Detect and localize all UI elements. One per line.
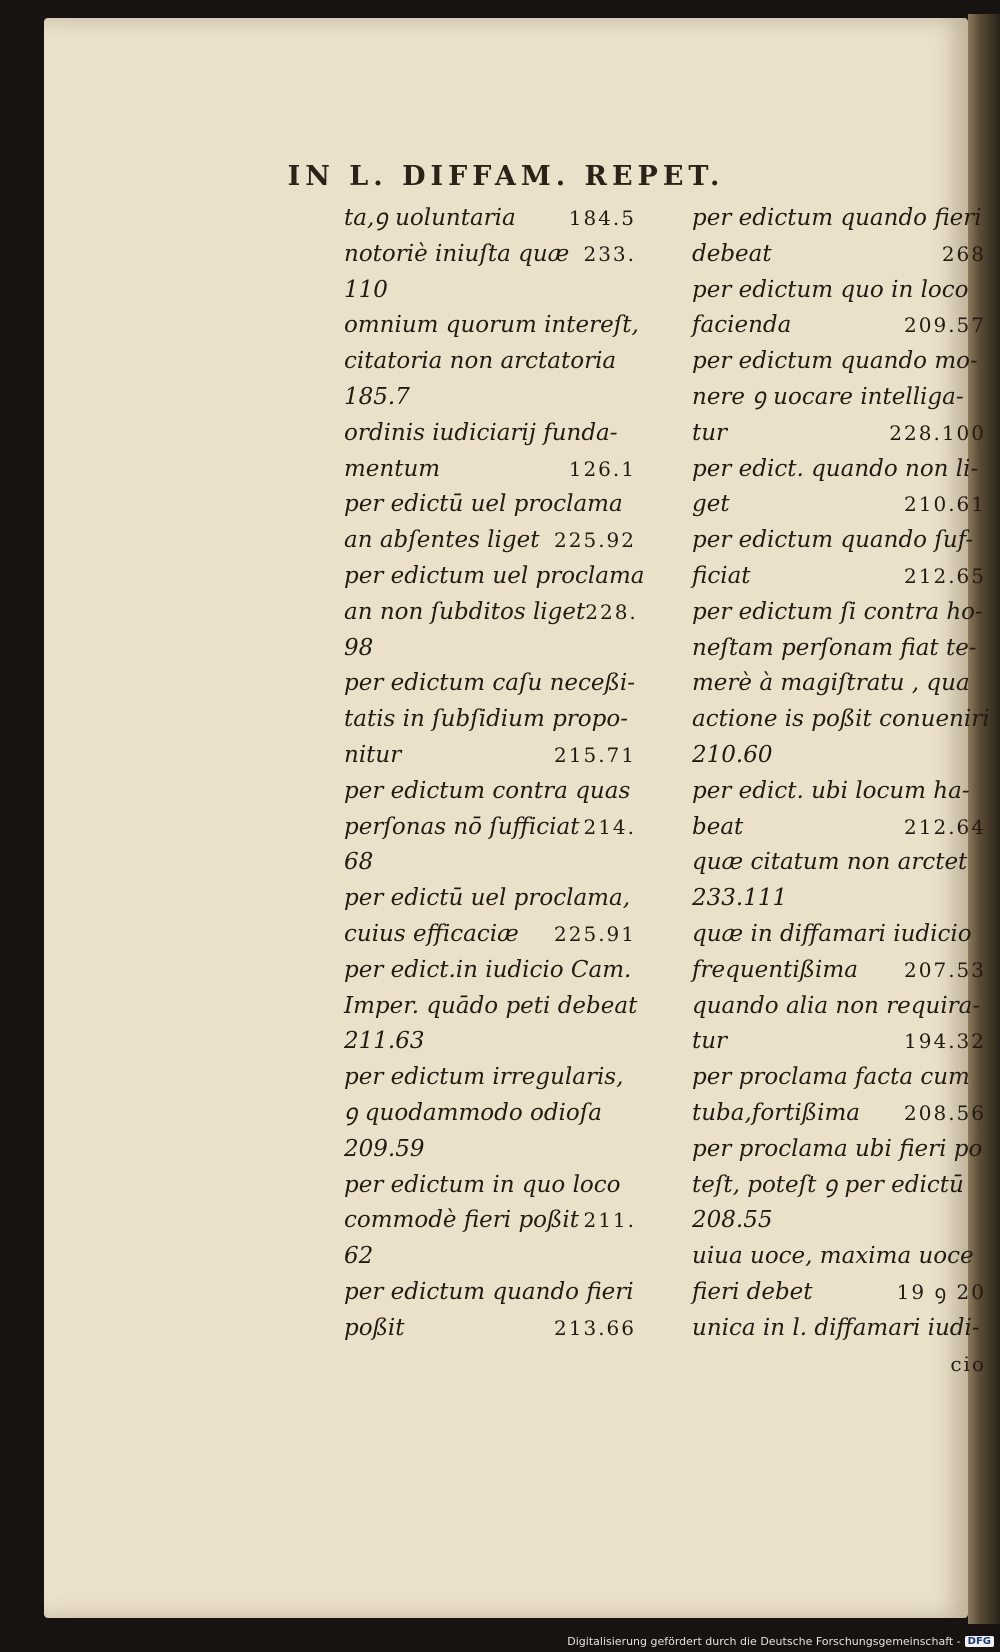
index-entry-text: ordinis iudiciarij funda-	[344, 419, 618, 446]
index-entry-text: per edict. ubi locum ha-	[692, 777, 970, 804]
index-line	[344, 989, 636, 1025]
index-line	[692, 1275, 986, 1311]
index-line	[692, 953, 986, 989]
index-entry-text: per edictum caſu neceßi-	[344, 670, 636, 697]
index-entry-text: unica in l. diffamari iudi-	[692, 1314, 980, 1341]
index-entry-text: an non ſubditos liget	[344, 598, 586, 625]
index-column-right	[692, 201, 990, 1382]
index-entry-text: beat	[692, 813, 744, 840]
index-entry-text: tuba,fortißima	[692, 1099, 860, 1126]
index-line	[344, 595, 636, 631]
book-page	[44, 18, 990, 1618]
index-line	[344, 631, 636, 667]
index-entry-reference: 212.64	[904, 814, 986, 839]
index-entry-text: per edictum ſi contra ho-	[692, 598, 983, 625]
index-entry-text: 210.60	[692, 741, 773, 768]
index-line	[344, 810, 636, 846]
index-entry-reference: 212.65	[904, 563, 986, 588]
index-entry-text: per edictum uel proclama	[344, 562, 645, 589]
index-line	[692, 738, 986, 774]
index-entry-text: neſtam perſonam fiat te-	[692, 634, 977, 661]
index-line	[692, 1168, 986, 1204]
index-entry-text: per edictum quando fieri	[344, 1278, 634, 1305]
index-line	[692, 344, 986, 380]
index-entry-reference: 214.	[583, 814, 636, 839]
index-line	[692, 380, 986, 416]
index-entry-text: facienda	[692, 312, 792, 339]
index-line	[692, 810, 986, 846]
index-entry-text: tur	[692, 419, 728, 446]
index-entry-text: debeat	[692, 240, 772, 267]
index-entry-text: poßit	[344, 1314, 405, 1341]
index-line	[344, 953, 636, 989]
index-line	[344, 1203, 636, 1239]
index-line	[344, 1275, 636, 1311]
index-line	[692, 308, 986, 344]
index-line	[692, 201, 986, 237]
index-line	[692, 487, 986, 523]
index-entry-reference: 210.61	[904, 492, 986, 517]
index-entry-text: ꝯ quodammodo odioſa	[344, 1099, 602, 1126]
index-entry-reference: 228.	[585, 599, 638, 624]
index-line	[344, 1096, 636, 1132]
index-line	[692, 1024, 986, 1060]
index-entry-text: actione is poßit conueniri	[692, 706, 990, 733]
dfg-logo: DFG	[965, 1636, 994, 1647]
index-entry-text: per edictum contra quas	[344, 777, 631, 804]
index-entry-text: per edictum quando fieri	[692, 205, 982, 231]
running-head: IN L. DIFFAM. REPET.	[287, 161, 725, 192]
index-line	[344, 738, 636, 774]
index-line	[692, 845, 986, 881]
index-entry-reference: 194.32	[904, 1029, 986, 1054]
index-entry-reference: 19 ꝯ 20	[896, 1279, 986, 1304]
index-line	[344, 1311, 636, 1347]
index-entry-text: citatoria non arctatoria	[344, 348, 617, 375]
index-entry-text: per edictum irregularis,	[344, 1064, 624, 1091]
footer-attribution	[567, 1635, 994, 1648]
index-entry-text: quæ in diffamari iudicio	[692, 920, 972, 947]
index-entry-reference: 268	[941, 241, 986, 266]
index-entry-text: 209.59	[344, 1135, 425, 1162]
index-line	[692, 595, 986, 631]
index-line	[692, 1096, 986, 1132]
index-line	[692, 1311, 986, 1347]
index-line	[344, 380, 636, 416]
index-line	[692, 1203, 986, 1239]
index-entry-text: 98	[344, 634, 374, 661]
index-entry-text: mentum	[344, 455, 441, 482]
index-line	[692, 881, 986, 917]
index-line	[344, 702, 636, 738]
index-entry-text: 68	[344, 849, 374, 876]
index-line	[692, 631, 986, 667]
index-line	[344, 845, 636, 881]
index-entry-text: get	[692, 491, 730, 518]
index-line	[692, 273, 986, 309]
index-line	[692, 774, 986, 810]
index-entry-text: 110	[344, 276, 388, 303]
index-line	[692, 559, 986, 595]
index-entry-reference: 228.100	[889, 420, 986, 445]
index-line	[344, 273, 636, 309]
index-line	[344, 452, 636, 488]
index-entry-text: quando alia non requira-	[692, 992, 981, 1019]
index-entry-reference: 225.91	[554, 921, 636, 946]
index-entry-text: merè à magiſtratu , qua	[692, 670, 970, 697]
index-entry-text: commodè fieri poßit	[344, 1207, 579, 1234]
index-entry-text: per edict.in iudicio Cam.	[344, 956, 632, 983]
index-line	[692, 237, 986, 273]
index-entry-reference: cio	[950, 1351, 986, 1376]
index-entry-text: per edictum quo in loco	[692, 276, 969, 303]
index-line	[692, 666, 986, 702]
index-entry-reference: 213.66	[554, 1315, 636, 1340]
index-entry-text: 208.55	[692, 1207, 773, 1234]
index-line	[692, 702, 990, 738]
index-line	[344, 1239, 636, 1275]
index-entry-text: cuius efficaciæ	[344, 920, 519, 947]
index-line	[344, 1168, 636, 1204]
index-line	[692, 917, 986, 953]
index-line	[344, 881, 636, 917]
index-line	[344, 523, 636, 559]
index-line	[692, 1060, 986, 1096]
index-entry-text: tur	[692, 1028, 728, 1055]
index-line	[344, 487, 636, 523]
index-entry-text: ficiat	[692, 562, 751, 589]
index-entry-text: per proclama ubi fieri po	[692, 1135, 983, 1162]
index-line	[692, 1347, 986, 1383]
index-line	[692, 523, 986, 559]
index-line	[692, 1132, 986, 1168]
index-line	[344, 1132, 636, 1168]
index-entry-text: an abſentes liget	[344, 527, 540, 554]
index-entry-reference: 211.	[583, 1208, 636, 1233]
index-line	[692, 989, 986, 1025]
index-entry-text: 211.63	[344, 1028, 425, 1055]
index-line	[344, 1024, 636, 1060]
index-entry-text: per edictū uel proclama,	[344, 885, 631, 912]
footer-text: Digitalisierung gefördert durch die Deutsche Forschungsgemeinschaft -	[567, 1635, 961, 1648]
index-line	[692, 1239, 986, 1275]
index-entry-text: per edictū uel proclama	[344, 491, 623, 518]
index-line	[692, 452, 986, 488]
index-entry-text: 185.7	[344, 383, 410, 410]
index-entry-text: ta,ꝯ uoluntaria	[344, 205, 516, 231]
index-entry-text: fieri debet	[692, 1278, 813, 1305]
index-line	[692, 416, 986, 452]
index-line	[344, 344, 636, 380]
index-entry-text: 233.111	[692, 885, 788, 912]
index-line	[344, 237, 636, 273]
index-line	[344, 201, 636, 237]
index-line	[344, 774, 636, 810]
index-entry-reference: 184.5	[568, 206, 636, 230]
index-entry-text: teſt, poteſt ꝯ per edictū	[692, 1171, 964, 1198]
index-entry-reference: 208.56	[904, 1100, 986, 1125]
index-entry-text: frequentißima	[692, 956, 858, 983]
index-entry-text: 62	[344, 1243, 374, 1270]
index-entry-text: nitur	[344, 741, 402, 768]
index-column-left	[344, 201, 645, 1347]
index-entry-text: Imper. quādo peti debeat	[344, 992, 638, 1019]
index-entry-text: perſonas nō ſufficiat	[344, 813, 580, 840]
index-entry-reference: 207.53	[904, 957, 986, 982]
index-line	[344, 1060, 636, 1096]
index-entry-text: per proclama facta cum	[692, 1064, 970, 1091]
index-entry-text: quæ citatum non arctet	[692, 849, 968, 876]
index-entry-text: per edictum quando mo-	[692, 348, 978, 375]
index-line	[344, 308, 639, 344]
index-entry-reference: 126.1	[568, 456, 636, 481]
index-entry-reference: 209.57	[904, 313, 986, 338]
index-entry-text: per edict. quando non li-	[692, 455, 979, 482]
index-entry-text: uiua uoce, maxima uoce	[692, 1243, 974, 1270]
index-entry-text: nere ꝯ uocare intelliga-	[692, 383, 964, 410]
index-entry-text: per edictum in quo loco	[344, 1171, 621, 1198]
index-line	[344, 666, 636, 702]
index-line	[344, 416, 636, 452]
index-line	[344, 559, 645, 595]
index-entry-text: omnium quorum intereſt,	[344, 312, 639, 339]
index-entry-text: notoriè iniuſta quæ	[344, 240, 570, 267]
index-line	[344, 917, 636, 953]
index-entry-text: tatis in ſubſidium propo-	[344, 706, 628, 733]
index-entry-text: per edictum quando ſuf-	[692, 527, 974, 554]
index-entry-reference: 233.	[583, 241, 636, 266]
index-entry-reference: 215.71	[554, 742, 636, 767]
index-entry-reference: 225.92	[554, 528, 636, 553]
